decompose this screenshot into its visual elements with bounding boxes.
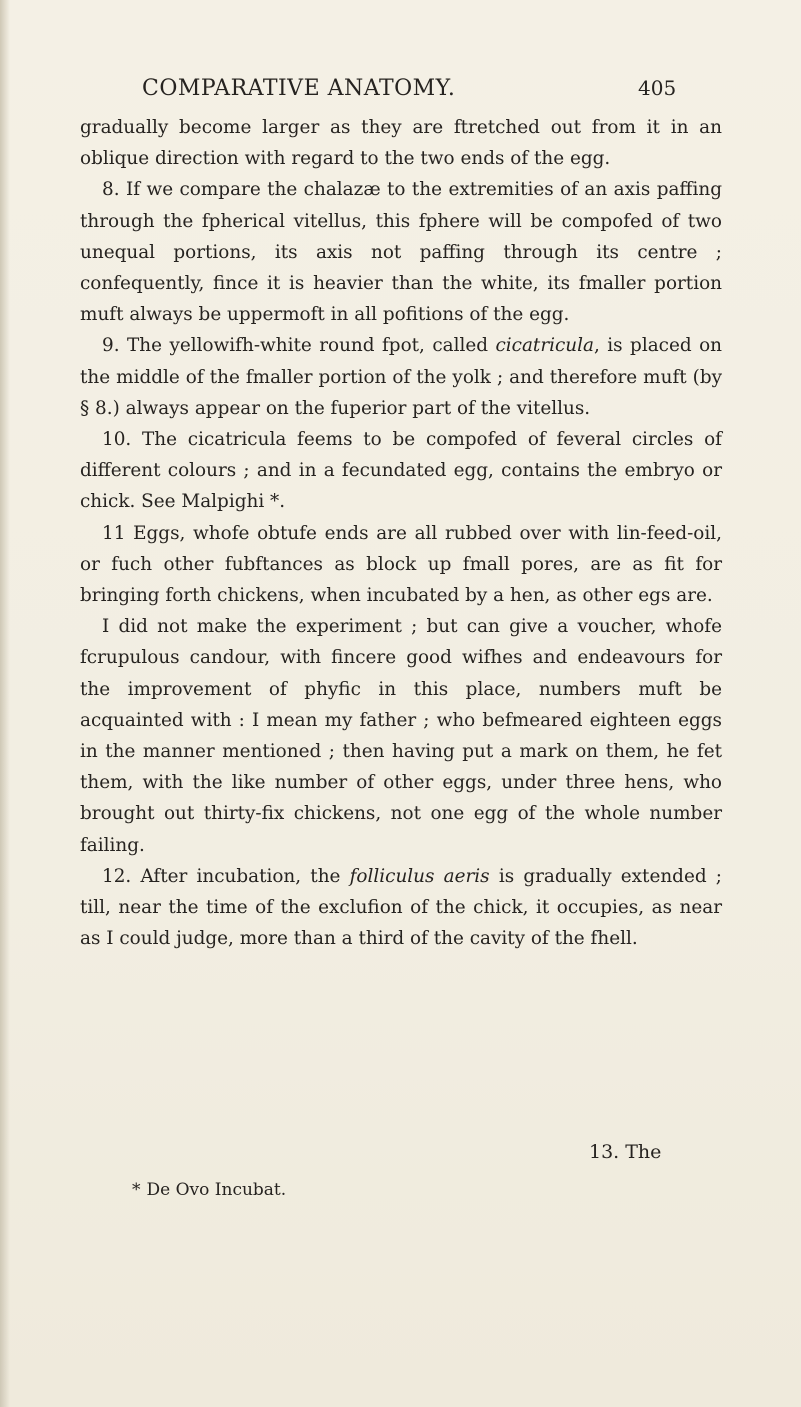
footnote-text: De Ovo Incubat. <box>146 1180 287 1200</box>
paragraph-continuation: gradually become larger as they are ftretched out from it in an oblique direction with regard to the two ends of the egg. <box>80 117 722 170</box>
paragraph-9-italic: cicatricula <box>495 335 594 357</box>
paragraph-9-end: , is placed on the middle of the fmaller portion of the yolk ; and therefore muft (by § 8.) always appear on the fuperior part of the vitellus. <box>80 335 722 419</box>
page-header <box>0 76 801 106</box>
paragraph-11: 11 Eggs, whofe obtufe ends are all rubbed over with lin-feed-oil, or fuch other fubftances as block up fmall pores, are as fit for bringing forth chickens, when incubated by a hen, as other egs are. <box>80 522 722 607</box>
paragraph-voucher: I did not make the experiment ; but can give a voucher, whofe fcrupulous candour, with fincere good wifhes and endeavours for the improvement of phyfic in this place, numbers muft be acquainted with : I mean my father ; who befmeared eighteen eggs in the manner mentioned ; then having put a mark on them, he fet them, with the like number of other eggs, under three hens, who brought out thirty-fix chickens, not one egg of the whole number failing. <box>80 616 722 856</box>
paragraph-9-start: 9. The yellowifh-white round fpot, called <box>102 335 496 357</box>
paragraph-12 <box>80 861 722 955</box>
paragraph-9 <box>80 330 722 424</box>
binding-shadow <box>0 0 10 1407</box>
paragraph-10: 10. The cicatricula feems to be compofed of feveral circles of different colours ; and in a fecundated egg, contains the embryo or chick. See Malpighi *. <box>80 429 722 513</box>
catchword: 13. The <box>589 1141 662 1163</box>
paragraph-12-end: is gradually extended ; till, near the time of the exclufion of the chick, it occupies, as near as I could judge, more than a third of the cavity of the fhell. <box>80 865 722 950</box>
paragraph-12-start: 12. After incubation, the <box>102 865 350 887</box>
footnote <box>132 1180 286 1200</box>
paragraph-8: 8. If we compare the chalazæ to the extremities of an axis paffing through the fpherical vitellus, this fphere will be compofed of two unequal portions, its axis not paffing through its centre ; confequently, fince it is heavier than the white, its fmaller portion muft always be uppermoft in all pofitions of the egg. <box>80 179 722 326</box>
running-head: COMPARATIVE ANATOMY. <box>142 76 456 101</box>
paragraph-12-italic: folliculus aeris <box>349 865 490 887</box>
footnote-mark: * <box>132 1180 141 1200</box>
body-text <box>80 112 722 954</box>
page-number: 405 <box>638 76 677 100</box>
